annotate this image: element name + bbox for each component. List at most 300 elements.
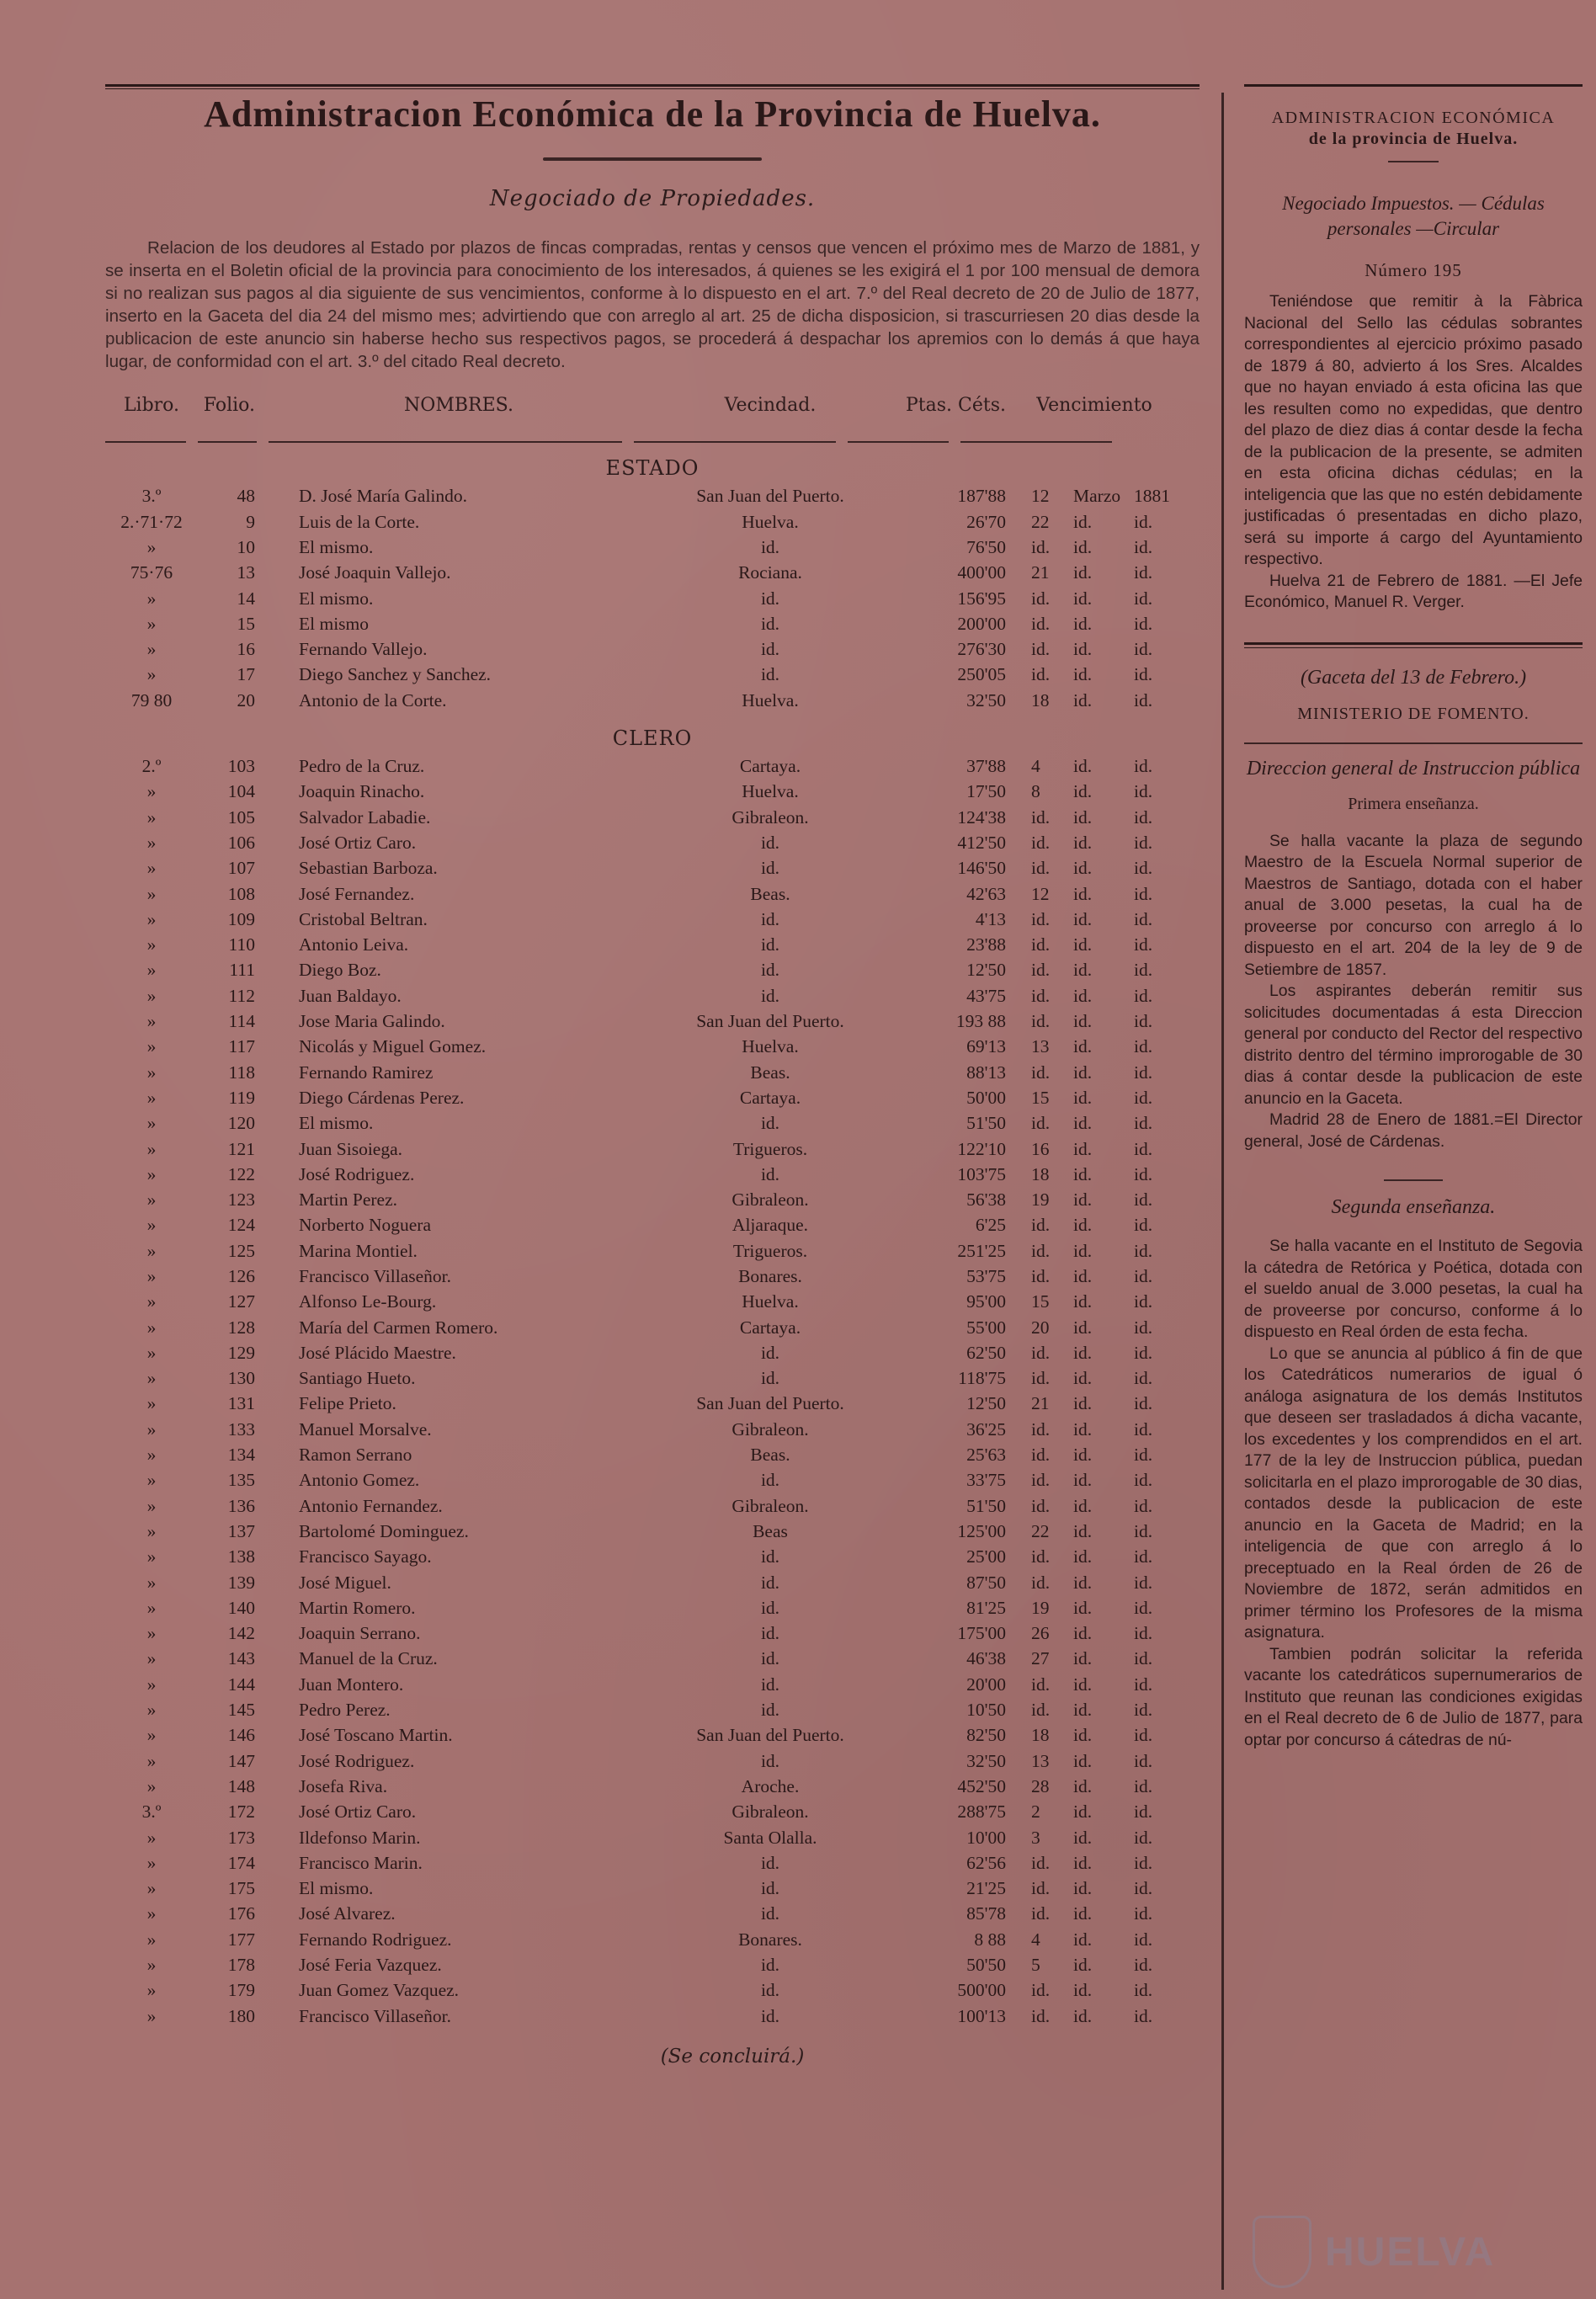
cell-vecindad: id. xyxy=(760,1623,780,1644)
vencimiento-part: id. xyxy=(1134,1342,1153,1363)
cell-vecindad: id. xyxy=(760,536,780,557)
cell-ptas: 20'00 xyxy=(966,1674,1006,1695)
vencimiento-part: id. xyxy=(1073,1495,1093,1516)
cell-vencimiento xyxy=(1014,688,1174,713)
vencimiento-part: Marzo xyxy=(1073,486,1121,507)
cell-folio: 109 xyxy=(227,908,255,929)
cell-folio: 127 xyxy=(227,1291,255,1312)
vencimiento-part: id. xyxy=(1073,806,1093,828)
cell-ptas: 118'75 xyxy=(958,1368,1006,1389)
table-row xyxy=(105,957,1200,982)
cell-vencimiento xyxy=(1014,957,1174,982)
cell-folio: 176 xyxy=(227,1903,255,1924)
cell-folio: 9 xyxy=(246,511,255,532)
table-row xyxy=(105,1977,1200,2003)
cell-ptas: 10'50 xyxy=(966,1700,1006,1721)
cell-vencimiento xyxy=(1014,586,1174,611)
vencimiento-part: id. xyxy=(1031,832,1051,853)
cell-libro: » xyxy=(146,1903,157,1924)
vencimiento-part: id. xyxy=(1134,985,1153,1006)
vencimiento-part: id. xyxy=(1073,1215,1093,1236)
cell-folio: 14 xyxy=(237,588,255,609)
vencimiento-part: id. xyxy=(1031,1878,1051,1899)
cell-vencimiento xyxy=(1014,1595,1174,1620)
cell-libro: » xyxy=(146,1113,157,1134)
cell-nombre: José Fernandez. xyxy=(299,883,415,904)
vencimiento-part: id. xyxy=(1134,756,1153,777)
cell-vecindad: Huelva. xyxy=(742,511,799,532)
vencimiento-part: id. xyxy=(1134,1955,1153,1976)
table-row xyxy=(105,1952,1200,1977)
cell-vecindad: id. xyxy=(760,2005,780,2026)
vencimiento-part: id. xyxy=(1134,1520,1153,1541)
cell-nombre: Juan Montero. xyxy=(299,1674,404,1695)
cell-vecindad: id. xyxy=(760,1368,780,1389)
vencimiento-part: id. xyxy=(1073,832,1093,853)
vencimiento-part: id. xyxy=(1031,908,1051,929)
table-row xyxy=(105,1289,1200,1314)
vencimiento-part: id. xyxy=(1134,1266,1153,1286)
cell-folio: 148 xyxy=(227,1775,255,1796)
cell-nombre: José Toscano Martin. xyxy=(299,1725,453,1746)
cell-folio: 133 xyxy=(227,1418,255,1440)
vencimiento-part: id. xyxy=(1073,613,1093,634)
table-row xyxy=(105,1162,1200,1187)
cell-vencimiento xyxy=(1014,1034,1174,1059)
vencimiento-part: id. xyxy=(1073,1113,1093,1134)
table-row xyxy=(105,983,1200,1008)
vencimiento-part: id. xyxy=(1073,1674,1093,1695)
cell-nombre: Pedro de la Cruz. xyxy=(299,756,425,777)
cell-ptas: 32'50 xyxy=(966,689,1006,710)
table-row xyxy=(105,1085,1200,1110)
vencimiento-part: id. xyxy=(1134,1113,1153,1134)
cell-libro: » xyxy=(146,1087,157,1108)
cell-vecindad: Bonares. xyxy=(738,1266,802,1286)
circular-body: Teniéndose que remitir à la Fàbrica Nacional del Sello las cédulas sobrantes correspondientes al ejercicio próximo pasado de 1879 á 80, advierto á los Sres. Alcaldes que no hayan enviado á esta oficina las que les resulten como no expedidas, que dentro del plazo de diez dias á contar desde la fecha de la publicacion de la presente, se admiten en esta oficina dichas cédulas; en la inteligencia que las que no estén debidamente justificadas ó presentadas en dicho plazo, será su importe á cargo del Ayuntamiento respectivo. xyxy=(1244,292,1583,568)
table-row xyxy=(105,1493,1200,1519)
cell-ptas: 8 88 xyxy=(974,1929,1006,1950)
cell-vencimiento xyxy=(1014,1977,1174,2003)
cell-ptas: 55'00 xyxy=(966,1317,1006,1338)
cell-nombre: Norberto Noguera xyxy=(299,1215,432,1236)
gaceta-reference: (Gaceta del 13 de Febrero.) xyxy=(1300,666,1527,689)
cell-folio: 111 xyxy=(229,960,255,981)
vencimiento-part: id. xyxy=(1031,1240,1051,1261)
vencimiento-part: id. xyxy=(1134,1700,1153,1721)
cell-libro: » xyxy=(146,1011,157,1032)
cell-nombre: Antonio de la Corte. xyxy=(299,689,447,710)
vencimiento-part: id. xyxy=(1134,1189,1153,1211)
table-row xyxy=(105,1850,1200,1876)
cell-vecindad: id. xyxy=(760,1648,780,1669)
cell-ptas: 12'50 xyxy=(966,1393,1006,1414)
cell-nombre: D. José María Galindo. xyxy=(299,486,468,507)
cell-ptas: 23'88 xyxy=(966,934,1006,955)
vencimiento-part: 19 xyxy=(1031,1189,1050,1211)
right-separator xyxy=(1244,642,1583,648)
header-libro: Libro. xyxy=(123,395,180,417)
cell-nombre: Joaquin Rinacho. xyxy=(299,781,425,802)
vencimiento-part: id. xyxy=(1134,613,1153,634)
cell-vencimiento xyxy=(1014,1315,1174,1340)
cell-vencimiento xyxy=(1014,1825,1174,1850)
left-column xyxy=(105,84,1200,2068)
ministerio-rule xyxy=(1244,742,1583,744)
vencimiento-part: 15 xyxy=(1031,1291,1050,1312)
vencimiento-part: id. xyxy=(1134,511,1153,532)
cell-vencimiento xyxy=(1014,779,1174,804)
cell-folio: 10 xyxy=(237,536,255,557)
vencimiento-part: id. xyxy=(1031,985,1051,1006)
vencimiento-part: id. xyxy=(1134,1011,1153,1032)
cell-vecindad: id. xyxy=(760,858,780,879)
vencimiento-part: 18 xyxy=(1031,689,1050,710)
table-row xyxy=(105,1799,1200,1824)
cell-ptas: 46'38 xyxy=(966,1648,1006,1669)
cell-ptas: 175'00 xyxy=(957,1623,1006,1644)
cell-vecindad: Beas xyxy=(753,1520,788,1541)
vencimiento-part: id. xyxy=(1134,806,1153,828)
cell-vencimiento xyxy=(1014,1110,1174,1136)
cell-vecindad: id. xyxy=(760,1955,780,1976)
cell-folio: 134 xyxy=(227,1445,255,1466)
vencimiento-part: id. xyxy=(1134,536,1153,557)
cell-nombre: El mismo xyxy=(299,613,370,634)
cell-nombre: Francisco Sayago. xyxy=(299,1546,432,1567)
cell-libro: » xyxy=(146,1495,157,1516)
cell-libro: » xyxy=(146,1062,157,1083)
cell-vecindad: id. xyxy=(760,664,780,685)
cell-nombre: Ramon Serrano xyxy=(299,1445,412,1466)
cell-vencimiento xyxy=(1014,662,1174,687)
vencimiento-part: id. xyxy=(1134,2005,1153,2026)
cell-ptas: 56'38 xyxy=(966,1189,1006,1211)
cell-folio: 138 xyxy=(227,1546,255,1567)
header-underlines xyxy=(105,441,1200,443)
vencimiento-part: id. xyxy=(1073,858,1093,879)
cell-vencimiento xyxy=(1014,1060,1174,1085)
right-top-rule xyxy=(1244,84,1583,88)
vencimiento-part: id. xyxy=(1134,588,1153,609)
vencimiento-part: id. xyxy=(1134,1775,1153,1796)
cell-vecindad: id. xyxy=(760,1980,780,2001)
cell-ptas: 36'25 xyxy=(966,1418,1006,1440)
cell-folio: 177 xyxy=(227,1929,255,1950)
cell-nombre: Fernando Rodriguez. xyxy=(299,1929,452,1950)
cell-libro: » xyxy=(146,1266,157,1286)
vencimiento-part: id. xyxy=(1134,1623,1153,1644)
table-row xyxy=(105,1570,1200,1595)
cell-vecindad: Cartaya. xyxy=(739,1087,801,1108)
cell-ptas: 251'25 xyxy=(957,1240,1006,1261)
cell-nombre: Diego Cárdenas Perez. xyxy=(299,1087,465,1108)
cell-folio: 136 xyxy=(227,1495,255,1516)
cell-vencimiento xyxy=(1014,483,1174,508)
cell-vecindad: Huelva. xyxy=(742,1291,799,1312)
table-row xyxy=(105,1722,1200,1748)
cell-ptas: 200'00 xyxy=(957,613,1006,634)
cell-vecindad: id. xyxy=(760,613,780,634)
vencimiento-part: id. xyxy=(1134,1929,1153,1950)
table-row xyxy=(105,636,1200,662)
top-rule xyxy=(105,84,1200,89)
vencimiento-part: id. xyxy=(1134,1163,1153,1184)
page-title: Administracion Económica de la Provincia de Huelva. xyxy=(204,93,1101,135)
table-row xyxy=(105,662,1200,687)
cell-nombre: Jose Maria Galindo. xyxy=(299,1011,445,1032)
cell-ptas: 26'70 xyxy=(966,511,1006,532)
cell-vecindad: San Juan del Puerto. xyxy=(696,486,844,507)
cell-libro: » xyxy=(146,1317,157,1338)
cell-vencimiento xyxy=(1014,1365,1174,1391)
vencimiento-part: id. xyxy=(1031,1546,1051,1567)
cell-vencimiento xyxy=(1014,1722,1174,1748)
cell-nombre: Nicolás y Miguel Gomez. xyxy=(299,1036,487,1057)
vencimiento-part: id. xyxy=(1134,1062,1153,1083)
cell-folio: 105 xyxy=(227,806,255,828)
cell-libro: » xyxy=(146,1750,157,1771)
vencimiento-part: 22 xyxy=(1031,511,1050,532)
table-row xyxy=(105,1264,1200,1289)
vencimiento-part: id. xyxy=(1031,1674,1051,1695)
table-row xyxy=(105,1008,1200,1034)
cell-ptas: 12'50 xyxy=(966,960,1006,981)
cell-folio: 130 xyxy=(227,1368,255,1389)
cell-vecindad: Gibraleon. xyxy=(732,1418,809,1440)
vencimiento-part: id. xyxy=(1134,781,1153,802)
table-row xyxy=(105,1825,1200,1850)
vencimiento-part: id. xyxy=(1134,1393,1153,1414)
vencimiento-part: id. xyxy=(1073,689,1093,710)
vencimiento-part: id. xyxy=(1031,664,1051,685)
cell-libro: » xyxy=(146,664,157,685)
vencimiento-part: id. xyxy=(1134,1852,1153,1873)
table-row xyxy=(105,1595,1200,1620)
cell-folio: 103 xyxy=(227,756,255,777)
cell-ptas: 124'38 xyxy=(957,806,1006,828)
cell-libro: » xyxy=(146,1648,157,1669)
cell-ptas: 37'88 xyxy=(966,756,1006,777)
vencimiento-part: id. xyxy=(1073,1623,1093,1644)
cell-ptas: 85'78 xyxy=(966,1903,1006,1924)
table-row xyxy=(105,1672,1200,1697)
cell-vencimiento xyxy=(1014,1774,1174,1799)
cell-nombre: Martin Romero. xyxy=(299,1597,416,1618)
vencimiento-part: id. xyxy=(1073,1546,1093,1567)
cell-folio: 145 xyxy=(227,1700,255,1721)
cell-vencimiento xyxy=(1014,1799,1174,1824)
vencimiento-part: id. xyxy=(1031,1903,1051,1924)
cell-nombre: El mismo. xyxy=(299,588,374,609)
vencimiento-part: id. xyxy=(1134,689,1153,710)
cell-folio: 110 xyxy=(228,934,255,955)
cell-folio: 129 xyxy=(227,1342,255,1363)
cell-folio: 48 xyxy=(237,486,255,507)
cell-libro: 3.º xyxy=(141,486,162,507)
cell-libro: » xyxy=(146,1342,157,1363)
cell-vencimiento xyxy=(1014,636,1174,662)
vencimiento-part: 12 xyxy=(1031,883,1050,904)
table-row xyxy=(105,1136,1200,1162)
column-divider xyxy=(1221,93,1224,2290)
primera-signature: Madrid 28 de Enero de 1881.=El Director general, José de Cárdenas. xyxy=(1244,1110,1583,1151)
table-row xyxy=(105,855,1200,881)
cell-vecindad: Beas. xyxy=(750,883,790,904)
cell-ptas: 69'13 xyxy=(966,1036,1006,1057)
cell-libro: » xyxy=(146,1393,157,1414)
table-row xyxy=(105,611,1200,636)
vencimiento-part: id. xyxy=(1031,1470,1051,1491)
admin-ornament xyxy=(1244,154,1583,169)
vencimiento-part: id. xyxy=(1031,1368,1051,1389)
vencimiento-part: id. xyxy=(1134,1597,1153,1618)
cell-vecindad: Rociana. xyxy=(738,562,802,583)
cell-libro: » xyxy=(146,858,157,879)
vencimiento-part: id. xyxy=(1134,1546,1153,1567)
cell-ptas: 43'75 xyxy=(966,985,1006,1006)
vencimiento-part: id. xyxy=(1073,883,1093,904)
table-row xyxy=(105,1110,1200,1136)
vencimiento-part: id. xyxy=(1134,1087,1153,1108)
cell-libro: » xyxy=(146,1520,157,1541)
vencimiento-part: id. xyxy=(1073,562,1093,583)
cell-vecindad: id. xyxy=(760,1342,780,1363)
cell-libro: » xyxy=(146,908,157,929)
vencimiento-part: id. xyxy=(1073,1240,1093,1261)
cell-folio: 142 xyxy=(227,1623,255,1644)
cell-folio: 173 xyxy=(227,1827,255,1848)
table-row xyxy=(105,1774,1200,1799)
cell-ptas: 452'50 xyxy=(957,1775,1006,1796)
vencimiento-part: id. xyxy=(1031,1572,1051,1593)
cell-folio: 137 xyxy=(227,1520,255,1541)
circular-number: Número 195 xyxy=(1365,260,1462,280)
vencimiento-part: id. xyxy=(1073,1750,1093,1771)
vencimiento-part: id. xyxy=(1073,934,1093,955)
cell-libro: » xyxy=(146,1189,157,1211)
cell-folio: 125 xyxy=(227,1240,255,1261)
vencimiento-part: id. xyxy=(1134,1445,1153,1466)
cell-libro: » xyxy=(146,1597,157,1618)
cell-folio: 114 xyxy=(228,1011,255,1032)
table-row xyxy=(105,1391,1200,1416)
cell-vecindad: San Juan del Puerto. xyxy=(696,1725,844,1746)
vencimiento-part: id. xyxy=(1073,1955,1093,1976)
vencimiento-part: id. xyxy=(1073,1878,1093,1899)
cell-nombre: José Ortiz Caro. xyxy=(299,1801,417,1823)
cell-vecindad: Gibraleon. xyxy=(732,1189,809,1211)
shield-icon xyxy=(1253,2216,1311,2288)
cell-nombre: María del Carmen Romero. xyxy=(299,1317,498,1338)
cell-folio: 107 xyxy=(227,858,255,879)
vencimiento-part: 13 xyxy=(1031,1750,1050,1771)
vencimiento-part: id. xyxy=(1073,1036,1093,1057)
cell-folio: 124 xyxy=(227,1215,255,1236)
cell-vecindad: Aljaraque. xyxy=(732,1215,809,1236)
vencimiento-part: id. xyxy=(1134,960,1153,981)
header-vecindad: Vecindad. xyxy=(724,395,817,417)
cell-nombre: José Miguel. xyxy=(299,1572,391,1593)
cell-ptas: 87'50 xyxy=(966,1572,1006,1593)
cell-vencimiento xyxy=(1014,1544,1174,1569)
vencimiento-part: id. xyxy=(1073,1011,1093,1032)
cell-folio: 174 xyxy=(227,1852,255,1873)
cell-vencimiento xyxy=(1014,1850,1174,1876)
cell-vencimiento xyxy=(1014,1570,1174,1595)
vencimiento-part: id. xyxy=(1031,858,1051,879)
cell-nombre: José Feria Vazquez. xyxy=(299,1955,442,1976)
cell-folio: 104 xyxy=(227,781,255,802)
vencimiento-part: id. xyxy=(1073,1648,1093,1669)
vencimiento-part: id. xyxy=(1134,1036,1153,1057)
cell-ptas: 95'00 xyxy=(966,1291,1006,1312)
vencimiento-part: id. xyxy=(1073,1163,1093,1184)
cell-ptas: 53'75 xyxy=(966,1266,1006,1286)
cell-libro: 2.·71·72 xyxy=(120,511,183,532)
vencimiento-part: id. xyxy=(1031,960,1051,981)
vencimiento-part: 3 xyxy=(1031,1827,1040,1848)
cell-vencimiento xyxy=(1014,1493,1174,1519)
primera-body-1: Se halla vacante la plaza de segundo Maestro de la Escuela Normal superior de Maestros de Santiago, dotada con el haber anual de 3.000 pesetas, la cual ha de proveerse por concurso con arreglo á lo dispuesto en el art. 204 de la ley de 9 de Setiembre de 1857. xyxy=(1244,831,1583,979)
cell-vencimiento xyxy=(1014,1391,1174,1416)
cell-ptas: 500'00 xyxy=(957,1980,1006,2001)
vencimiento-part: id. xyxy=(1134,1138,1153,1159)
table-row xyxy=(105,1187,1200,1212)
cell-ptas: 76'50 xyxy=(966,536,1006,557)
vencimiento-part: id. xyxy=(1031,1011,1051,1032)
vencimiento-part: 22 xyxy=(1031,1520,1050,1541)
section-title: ESTADO xyxy=(605,456,700,481)
cell-folio: 179 xyxy=(227,1980,255,2001)
cell-vecindad: San Juan del Puerto. xyxy=(696,1393,844,1414)
table-row xyxy=(105,1927,1200,1952)
cell-vencimiento xyxy=(1014,509,1174,535)
cell-folio: 147 xyxy=(227,1750,255,1771)
table-row xyxy=(105,1417,1200,1442)
table-row xyxy=(105,753,1200,779)
cell-nombre: Sebastian Barboza. xyxy=(299,858,438,879)
title-ornament xyxy=(105,150,1200,166)
right-column xyxy=(1244,84,1583,1751)
cell-vecindad: Gibraleon. xyxy=(732,806,809,828)
cell-libro: » xyxy=(146,1980,157,2001)
table-header xyxy=(105,395,1200,416)
cell-libro: » xyxy=(146,1674,157,1695)
vencimiento-part: 12 xyxy=(1031,486,1050,507)
segunda-body-1: Se halla vacante en el Instituto de Segovia la cátedra de Retórica y Poética, dotada con el sueldo anual de 3.000 pesetas, la cual ha de proveerse por concurso, conforme á lo dispuesto en Real órden de esta fecha. xyxy=(1244,1237,1583,1341)
cell-nombre: El mismo. xyxy=(299,536,374,557)
table-row xyxy=(105,1748,1200,1774)
cell-vecindad: Beas. xyxy=(750,1445,790,1466)
cell-vencimiento xyxy=(1014,1264,1174,1289)
intro-paragraph: Relacion de los deudores al Estado por plazos de fincas compradas, rentas y censos que vencen el próximo mes de Marzo de 1881, y se inserta en el Boletin oficial de la provincia para conocimiento de los interesados, á quienes se les exigirá el 1 por 100 mensual de demora si no realizan sus pagos al dia siguiente de sus vencimientos, conforme à lo dispuesto en el art. 7.º del Real decreto de 20 de Julio de 1877, inserto en la Gaceta del dia 24 del mismo mes; advirtiendo que con arreglo al art. 25 de dicha disposicion, si trascurriesen 20 dias desde la publicacion de este anuncio sin haberse hecho sus respectivos pagos, se procederá á despachar los apremios con lo demás á que haya lugar, de conformidad con el art. 3.º del citado Real decreto. xyxy=(105,238,1200,372)
cell-libro: 75·76 xyxy=(130,562,173,583)
cell-libro: » xyxy=(146,1878,157,1899)
table-row xyxy=(105,1442,1200,1467)
cell-nombre: Diego Boz. xyxy=(299,960,381,981)
vencimiento-part: id. xyxy=(1134,1317,1153,1338)
vencimiento-part: id. xyxy=(1073,1138,1093,1159)
cell-folio: 17 xyxy=(237,664,255,685)
vencimiento-part: id. xyxy=(1073,756,1093,777)
cell-vencimiento xyxy=(1014,1417,1174,1442)
vencimiento-part: id. xyxy=(1134,908,1153,929)
cell-ptas: 288'75 xyxy=(957,1801,1006,1823)
cell-folio: 106 xyxy=(227,832,255,853)
cell-vecindad: id. xyxy=(760,1546,780,1567)
cell-vencimiento xyxy=(1014,1085,1174,1110)
